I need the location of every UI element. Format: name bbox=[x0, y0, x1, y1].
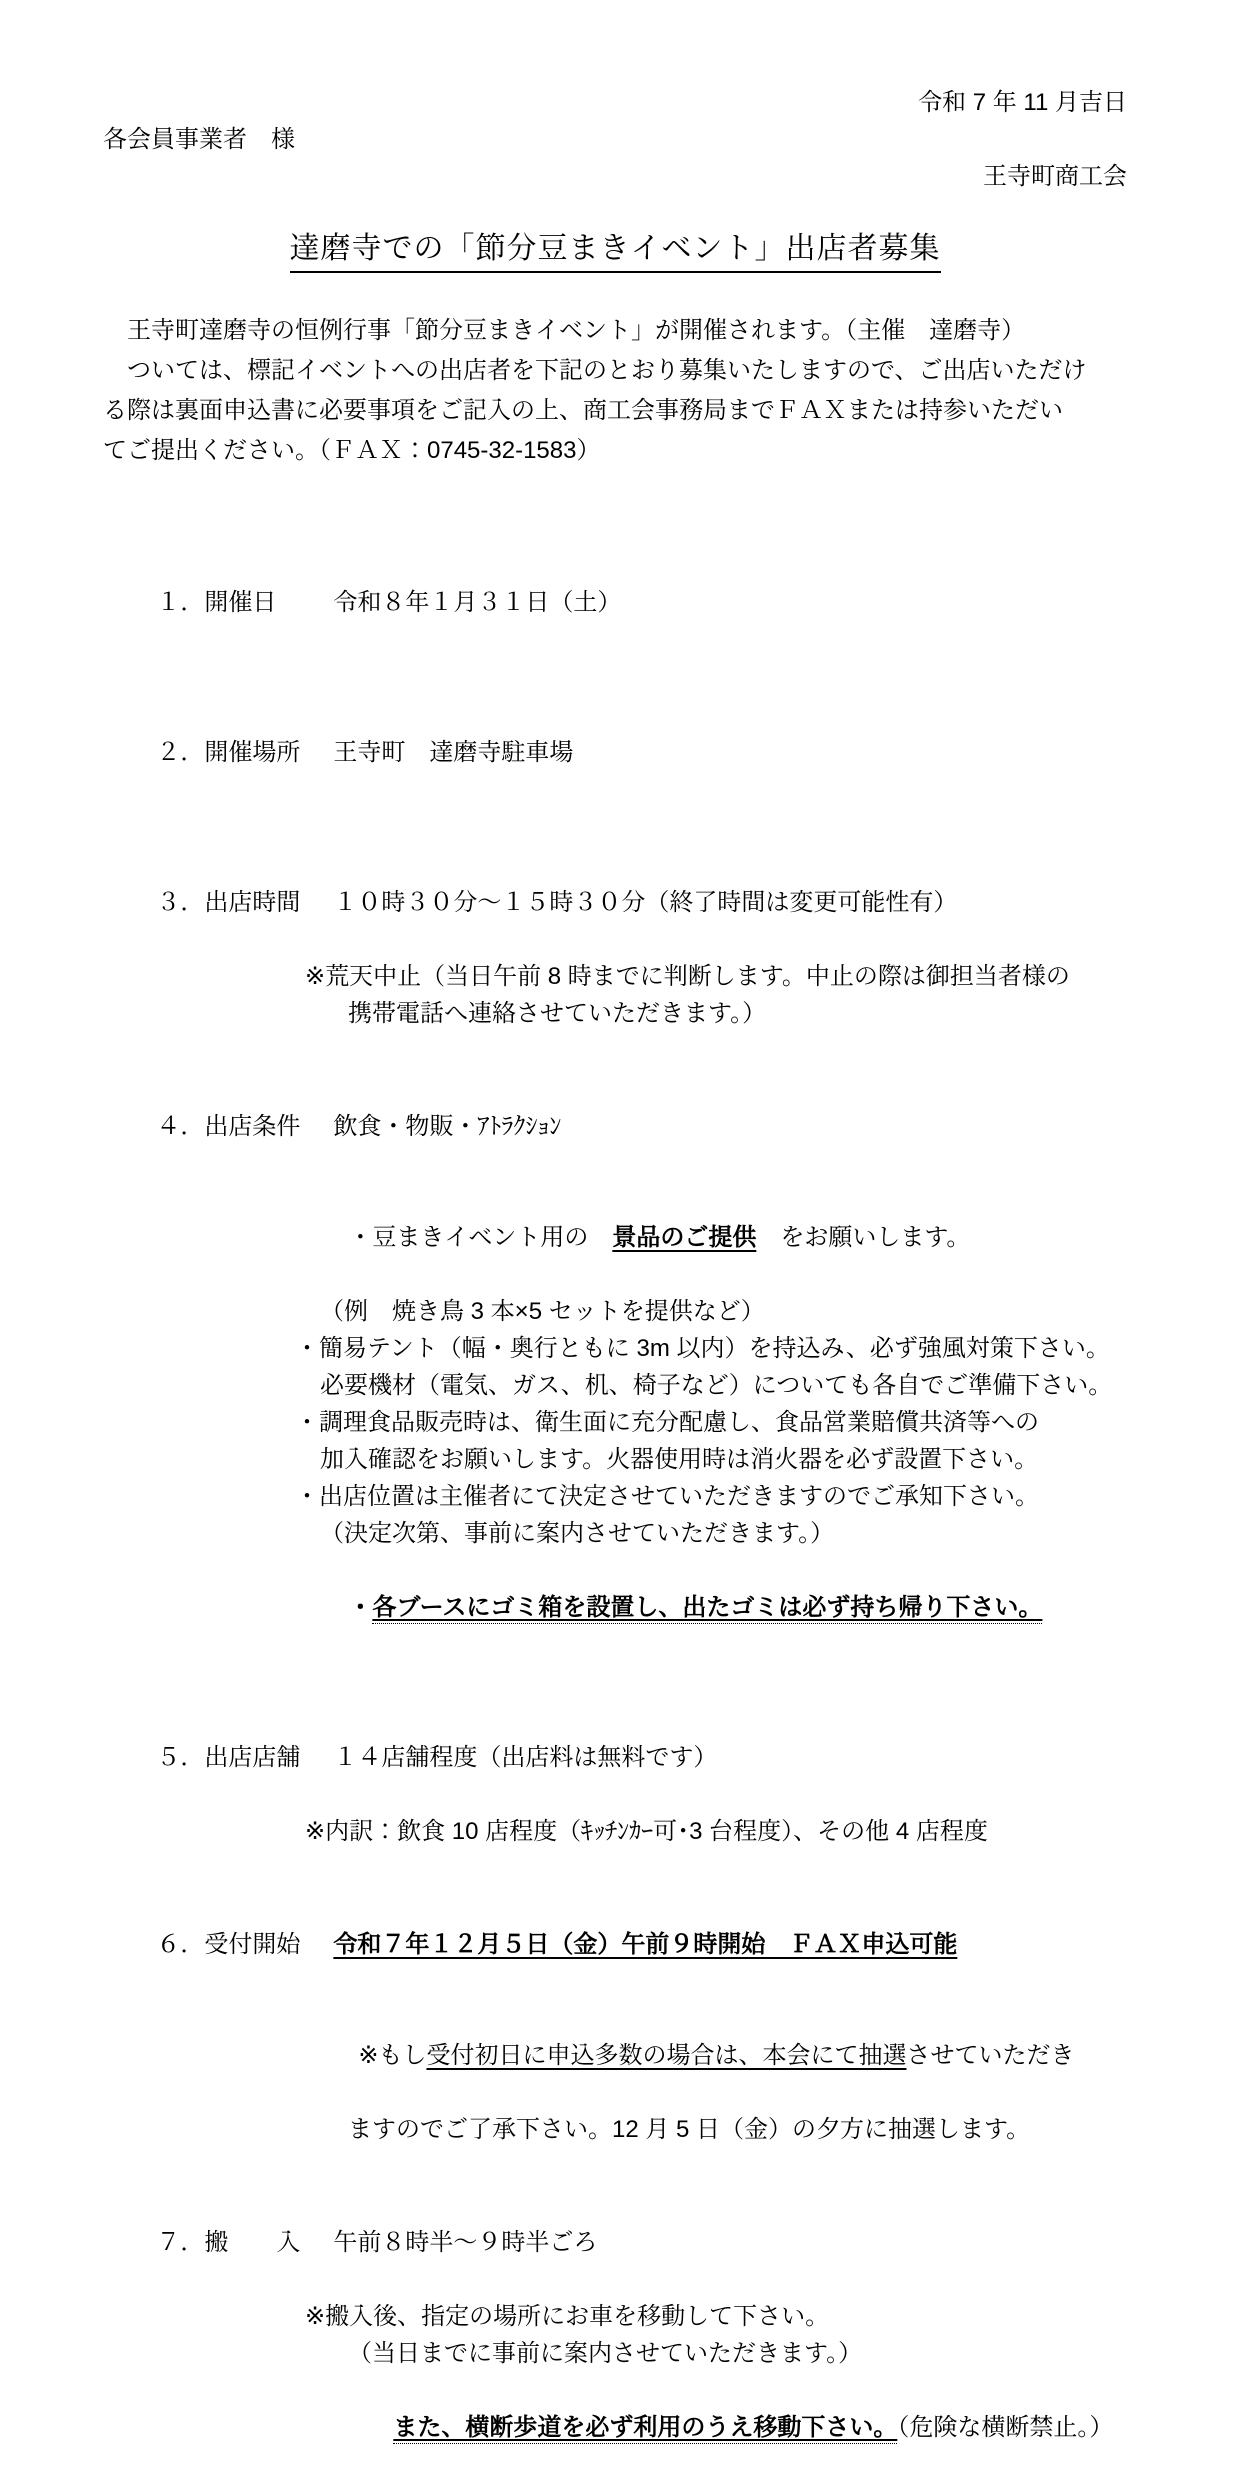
bullet-mark: ・ bbox=[348, 1594, 373, 1621]
item-note-continuation: 携帯電話へ連絡させていただきます。） bbox=[348, 1000, 767, 1027]
intro-line: ついては、標記イベントへの出店者を下記のとおり募集いたしますので、ご出店いただけ bbox=[103, 357, 1087, 384]
bullet-prizes bbox=[295, 1182, 1127, 1293]
item-label: ６．受付開始 bbox=[156, 1931, 301, 1958]
item-event-date bbox=[103, 547, 1127, 658]
garbage-emphasis: 各ブースにゴミ箱を設置し、出たゴミは必ず持ち帰り下さい。 bbox=[372, 1594, 1042, 1624]
item-content: 王寺町 達磨寺駐車場 bbox=[333, 739, 574, 766]
item-label: １．開催日 bbox=[156, 589, 277, 616]
item-shop-count bbox=[103, 1702, 1127, 1850]
item-label: ７．搬 入 bbox=[156, 2229, 301, 2256]
item-label: ２．開催場所 bbox=[156, 739, 301, 766]
intro-line: 王寺町達磨寺の恒例行事「節分豆まきイベント」が開催されます。（主催 達磨寺） bbox=[103, 317, 1026, 344]
bullet-food-safety-continuation: 加入確認をお願いします。火器使用時は消火器を必ず設置下さい。 bbox=[320, 1446, 1039, 1473]
item-content: 午前８時半～９時半ごろ bbox=[333, 2229, 598, 2256]
item-content: １４店舗程度（出店料は無料です） bbox=[333, 1744, 718, 1771]
intro-paragraph bbox=[103, 311, 1127, 471]
lottery-underline: 受付初日に申込多数の場合は、本会にて抽選 bbox=[426, 2042, 907, 2069]
item-note: ※荒天中止（当日午前 8 時までに判断します。中止の際は御担当者様の bbox=[305, 963, 1070, 990]
item-label: ５．出店店舗 bbox=[156, 1744, 301, 1771]
item-content: １０時３０分～１５時３０分（終了時間は変更可能性有） bbox=[333, 889, 958, 916]
prizes-emphasis: 景品のご提供 bbox=[612, 1224, 757, 1251]
sender-line: 王寺町商工会 bbox=[983, 163, 1127, 190]
page-title: 達磨寺での「節分豆まきイベント」出店者募集 bbox=[290, 232, 941, 273]
crosswalk-emphasis: また、横断歩道を必ず利用のうえ移動下さい。 bbox=[393, 2414, 897, 2444]
doc-date: 令和 7 年 11 月吉日 bbox=[918, 89, 1127, 116]
intro-line: る際は裏面申込書に必要事項をご記入の上、商工会事務局までＦＡＸまたは持参いただい bbox=[103, 397, 1063, 424]
bullet-booth-position: ・出店位置は主催者にて決定させていただきますのでご承知下さい。 bbox=[295, 1483, 1039, 1510]
item-note: ※搬入後、指定の場所にお車を移動して下さい。 bbox=[305, 2303, 830, 2330]
bullet-prizes-example: （例 焼き鳥 3 本×5 セットを提供など） bbox=[320, 1298, 765, 1325]
note-text: （危険な横断禁止。） bbox=[897, 2414, 1114, 2441]
title-row bbox=[103, 223, 1127, 267]
item-content: 令和８年１月３１日（土） bbox=[333, 589, 622, 616]
note-text: させていただき bbox=[906, 2042, 1075, 2069]
item-note-continuation: ますのでご了承下さい。12 月 5 日（金）の夕方に抽選します。 bbox=[348, 2116, 1031, 2143]
item-note: ※内訳：飲食 10 店程度（ｷｯﾁﾝｶｰ可･3 台程度）、その他 4 店程度 bbox=[305, 1818, 988, 1845]
bullet-garbage bbox=[295, 1552, 1127, 1663]
item-carry-in bbox=[103, 2187, 1127, 2483]
bullet-tent: ・簡易テント（幅・奥行ともに 3m 以内）を持込み、必ず強風対策下さい。 bbox=[295, 1335, 1110, 1362]
note-text: ※もし bbox=[358, 2042, 427, 2069]
recipient-line: 各会員事業者 様 bbox=[103, 126, 295, 153]
bullet-tent-continuation: 必要機材（電気、ガス、机、椅子など）についても各自でご準備下さい。 bbox=[320, 1372, 1113, 1399]
item-label: ４．出店条件 bbox=[156, 1113, 301, 1140]
numbered-items bbox=[103, 547, 1127, 2483]
item-content: 飲食・物販・ｱﾄﾗｸｼｮﾝ bbox=[333, 1113, 562, 1140]
item-label: ３．出店時間 bbox=[156, 889, 301, 916]
intro-line: てご提出ください。（ＦＡＸ：0745-32-1583） bbox=[103, 437, 601, 464]
item-note-continuation: （当日までに事前に案内させていただきます。） bbox=[348, 2340, 863, 2367]
item-hours bbox=[103, 847, 1127, 1032]
bullet-booth-position-continuation: （決定次第、事前に案内させていただきます。） bbox=[320, 1520, 835, 1547]
application-start-emphasis: 令和７年１２月５日（金）午前９時開始 ＦＡＸ申込可能 bbox=[333, 1931, 958, 1958]
item-note bbox=[305, 2000, 1127, 2111]
bullet-text: をお願いします。 bbox=[756, 1224, 971, 1251]
item-application-start bbox=[103, 1889, 1127, 2148]
item-venue bbox=[103, 697, 1127, 808]
bullet-text: ・豆まきイベント用の bbox=[348, 1224, 613, 1251]
bullet-food-safety: ・調理食品販売時は、衛生面に充分配慮し、食品営業賠償共済等への bbox=[295, 1409, 1039, 1436]
crosswalk-note bbox=[340, 2372, 1127, 2483]
item-conditions bbox=[103, 1071, 1127, 1663]
